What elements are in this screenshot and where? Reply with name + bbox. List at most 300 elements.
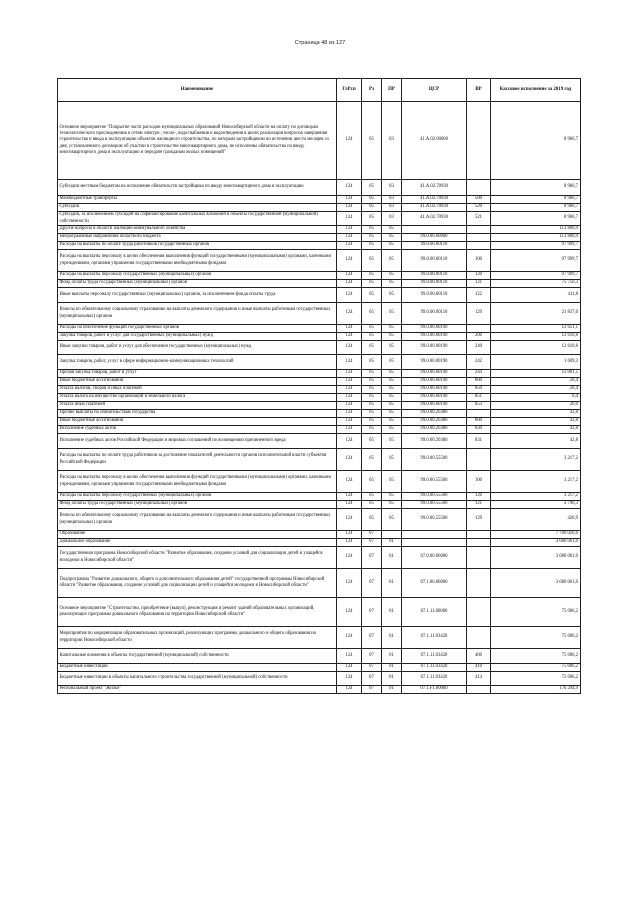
cell-pr: 05: [382, 449, 402, 471]
cell-name: Основное мероприятие "Покрытие части расходов муниципальных образований Новосибирской области на оплату по договорам технологического присоединения к сетям электро-, тепло-, водоснабжения и водоотведения в целях реализации вопросов завершения строительства и ввода в эксплуатацию объектов жилищного строительства, по которым застройщиком по истечении шести месяцев со дня, установленного договором об участии в строительстве многоквартирного дома, не исполнены обязательства по вводу многоквартирного дома в эксплуатацию и передаче гражданам жилых помещений": [58, 102, 337, 180]
cell-csr: 99.0.00.00190: [402, 394, 467, 402]
cell-csr: 99.0.00.00190: [402, 325, 467, 333]
cell-rz: 05: [362, 434, 382, 449]
cell-name: Государственная программа Новосибирской области "Развитие образования, создание условий для социализации детей и учащейся молодежи в Новосибирской области": [58, 547, 337, 569]
cell-csr: 07.0.00.00000: [402, 547, 467, 569]
budget-execution-table: [57, 78, 581, 694]
cell-rz: 05: [362, 204, 382, 212]
cell-amount: 3 680 061,0: [491, 539, 581, 547]
table-row: [58, 664, 581, 672]
cell-csr: 99.0.00.00190: [402, 378, 467, 386]
cell-amount: 42,8: [491, 434, 581, 449]
cell-name: Другие вопросы в области жилищно-коммунального хозяйства: [58, 226, 337, 234]
cell-grp: 124: [337, 370, 362, 378]
cell-csr: 99.0.00.55500: [402, 449, 467, 471]
cell-pr: 05: [382, 410, 402, 418]
table-row: [58, 325, 581, 333]
cell-pr: 05: [382, 288, 402, 303]
cell-pr: 01: [382, 547, 402, 569]
cell-rz: 05: [362, 212, 382, 226]
cell-amount: 75 006,2: [491, 649, 581, 664]
cell-csr: 99.0.00.55500: [402, 471, 467, 493]
cell-csr: 41.А.02.70930: [402, 204, 467, 212]
cell-vr: 242: [467, 355, 491, 370]
cell-vr: [467, 449, 491, 471]
cell-amount: 75 006,2: [491, 664, 581, 672]
cell-grp: 124: [337, 272, 362, 280]
cell-vr: [467, 598, 491, 627]
cell-csr: 99.0.00.00190: [402, 355, 467, 370]
cell-name: Бюджетные инвестиции в объекты капитального строительства государственной (муниципальной) собственности: [58, 672, 337, 686]
cell-pr: 05: [382, 471, 402, 493]
cell-pr: 01: [382, 649, 402, 664]
table-row: [58, 509, 581, 531]
cell-rz: 05: [362, 509, 382, 531]
table-row: [58, 471, 581, 493]
cell-vr: 120: [467, 272, 491, 280]
cell-grp: 124: [337, 333, 362, 341]
cell-csr: 41.А.02.70930: [402, 196, 467, 204]
cell-amount: 11 001,5: [491, 370, 581, 378]
table-row: [58, 531, 581, 539]
cell-csr: 99.0.00.20380: [402, 418, 467, 426]
cell-rz: 05: [362, 250, 382, 272]
cell-csr: 99.0.00.20380: [402, 434, 467, 449]
cell-amount: 8 966,7: [491, 212, 581, 226]
cell-csr: 99.0.00.00190: [402, 370, 467, 378]
table-row: [58, 493, 581, 501]
cell-pr: 01: [382, 686, 402, 694]
cell-name: Закупка товаров, работ, услуг в сфере информационно-коммуникационных технологий: [58, 355, 337, 370]
cell-csr: 99.0.00.00190: [402, 386, 467, 394]
cell-rz: 07: [362, 627, 382, 649]
table-row: [58, 501, 581, 509]
cell-name: Расходы на выплаты персоналу в целях обеспечения выполнения функций государственными (муниципальными) органами, казенными учреждениями, органами управления государственными внебюджетными фондами: [58, 471, 337, 493]
header-vr: ВР: [467, 79, 491, 102]
cell-csr: 07.1.11.03420: [402, 664, 467, 672]
cell-vr: 410: [467, 664, 491, 672]
cell-rz: 05: [362, 418, 382, 426]
table-row: [58, 672, 581, 686]
cell-rz: 05: [362, 180, 382, 196]
cell-name: Иные выплаты персоналу государственных (муниципальных) органов, за исключением фонда оплаты труда: [58, 288, 337, 303]
table-header-row: [58, 79, 581, 102]
cell-rz: 07: [362, 649, 382, 664]
cell-vr: 850: [467, 386, 491, 394]
cell-pr: 05: [382, 501, 402, 509]
cell-name: Уплата налога на имущество организаций и земельного налога: [58, 394, 337, 402]
cell-grp: 124: [337, 509, 362, 531]
cell-amount: 12 610,8: [491, 333, 581, 341]
cell-name: Образование: [58, 531, 337, 539]
cell-name: Уплата налогов, сборов и иных платежей: [58, 386, 337, 394]
cell-amount: 176 294,9: [491, 686, 581, 694]
cell-rz: 05: [362, 501, 382, 509]
cell-vr: 414: [467, 672, 491, 686]
cell-amount: 75 006,2: [491, 672, 581, 686]
cell-amount: 97 999,7: [491, 272, 581, 280]
cell-rz: 07: [362, 664, 382, 672]
cell-amount: 3 680 061,0: [491, 569, 581, 598]
table-row: [58, 204, 581, 212]
cell-pr: 03: [382, 180, 402, 196]
cell-csr: 99.0.00.20380: [402, 426, 467, 434]
cell-csr: 07.1.11.00000: [402, 598, 467, 627]
cell-grp: 124: [337, 180, 362, 196]
cell-pr: 05: [382, 509, 402, 531]
cell-name: Взносы по обязательному социальному страхованию на выплаты денежного содержания и иные выплаты работникам государственных (муниципальных) органов: [58, 303, 337, 325]
cell-name: Основное мероприятие "Строительство, приобретение (выкуп), реконструкция и ремонт зданий образовательных организаций, реализующих программы дошкольного образования на территории Новосибирской области": [58, 598, 337, 627]
cell-pr: 05: [382, 303, 402, 325]
table-row: [58, 355, 581, 370]
cell-grp: 124: [337, 386, 362, 394]
cell-rz: 05: [362, 394, 382, 402]
cell-amount: 3 217,2: [491, 471, 581, 493]
table-row: [58, 627, 581, 649]
cell-vr: [467, 569, 491, 598]
cell-name: Исполнение судебных актов Российской Федерации и мировых соглашений по возмещению причиненного вреда: [58, 434, 337, 449]
cell-name: Капитальные вложения в объекты государственной (муниципальной) собственности: [58, 649, 337, 664]
cell-grp: 124: [337, 288, 362, 303]
cell-amount: 8 966,7: [491, 196, 581, 204]
table-row: [58, 402, 581, 410]
cell-grp: 124: [337, 627, 362, 649]
cell-rz: 05: [362, 196, 382, 204]
cell-grp: 124: [337, 569, 362, 598]
cell-csr: 99.0.00.00190: [402, 402, 467, 410]
cell-grp: 124: [337, 493, 362, 501]
cell-vr: [467, 539, 491, 547]
cell-pr: 05: [382, 394, 402, 402]
cell-csr: 99.0.00.00190: [402, 341, 467, 355]
cell-amount: 411,8: [491, 288, 581, 303]
cell-grp: 124: [337, 501, 362, 509]
cell-rz: 05: [362, 410, 382, 418]
table-body: [58, 102, 581, 694]
cell-name: Субсидии, за исключением субсидий на софинансирование капитальных вложений в объекты государственной (муниципальной) собственности: [58, 212, 337, 226]
cell-rz: 07: [362, 598, 382, 627]
cell-rz: 05: [362, 370, 382, 378]
table-row: [58, 303, 581, 325]
cell-vr: 800: [467, 378, 491, 386]
cell-rz: 05: [362, 280, 382, 288]
cell-name: Расходы на выплаты персоналу государственных (муниципальных) органов: [58, 493, 337, 501]
cell-rz: 05: [362, 272, 382, 280]
cell-vr: [467, 325, 491, 333]
cell-rz: 05: [362, 288, 382, 303]
cell-amount: 8 966,7: [491, 204, 581, 212]
cell-amount: 113 890,9: [491, 234, 581, 242]
cell-vr: 851: [467, 394, 491, 402]
cell-vr: [467, 410, 491, 418]
cell-vr: [467, 547, 491, 569]
cell-grp: 124: [337, 471, 362, 493]
cell-grp: 124: [337, 547, 362, 569]
table-row: [58, 242, 581, 250]
cell-grp: 124: [337, 280, 362, 288]
cell-vr: [467, 627, 491, 649]
cell-name: Расходы на выплаты персоналу государственных (муниципальных) органов: [58, 272, 337, 280]
cell-grp: 124: [337, 378, 362, 386]
table-row: [58, 212, 581, 226]
cell-csr: 99.0.00.00110: [402, 303, 467, 325]
cell-grp: 124: [337, 418, 362, 426]
cell-name: Расходы на выплаты персоналу в целях обеспечения выполнения функций государственными (муниципальными) органами, казенными учреждениями, органами управления государственными внебюджетными фондами: [58, 250, 337, 272]
cell-amount: 75 750,3: [491, 280, 581, 288]
cell-name: Подпрограмма "Развитие дошкольного, общего и дополнительного образования детей" государственной программы Новосибирской области "Развитие образования, создание условий для социализации детей и учащейся молодежи в Новосибирской области": [58, 569, 337, 598]
table-row: [58, 234, 581, 242]
cell-vr: 521: [467, 212, 491, 226]
header-pr: ПР: [382, 79, 402, 102]
cell-vr: 240: [467, 341, 491, 355]
table-row: [58, 539, 581, 547]
cell-rz: 05: [362, 234, 382, 242]
cell-pr: 05: [382, 341, 402, 355]
cell-name: Исполнение судебных актов: [58, 426, 337, 434]
cell-csr: 99.0.00.55500: [402, 493, 467, 501]
table-row: [58, 341, 581, 355]
cell-grp: 124: [337, 394, 362, 402]
cell-vr: 122: [467, 288, 491, 303]
cell-vr: 520: [467, 204, 491, 212]
table-row: [58, 386, 581, 394]
cell-vr: [467, 234, 491, 242]
cell-rz: 05: [362, 333, 382, 341]
cell-pr: 05: [382, 418, 402, 426]
cell-csr: 07.1.11.03420: [402, 649, 467, 664]
cell-vr: 830: [467, 426, 491, 434]
cell-csr: [402, 531, 467, 539]
cell-rz: 05: [362, 226, 382, 234]
cell-grp: 124: [337, 531, 362, 539]
cell-vr: [467, 531, 491, 539]
cell-pr: 01: [382, 627, 402, 649]
cell-name: Дошкольное образование: [58, 539, 337, 547]
table-row: [58, 272, 581, 280]
cell-name: Мероприятия по модернизации образовательных организаций, реализующих программы дошкольного и общего образования на территории Новосибирской области: [58, 627, 337, 649]
cell-grp: 124: [337, 434, 362, 449]
cell-amount: 42,8: [491, 418, 581, 426]
cell-grp: 124: [337, 402, 362, 410]
cell-name: Прочие выплаты по обязательствам государства: [58, 410, 337, 418]
cell-rz: 05: [362, 471, 382, 493]
cell-rz: 05: [362, 341, 382, 355]
cell-vr: [467, 686, 491, 694]
cell-pr: 03: [382, 102, 402, 180]
cell-csr: [402, 539, 467, 547]
cell-csr: 07.1.11.03420: [402, 627, 467, 649]
cell-pr: 05: [382, 426, 402, 434]
cell-amount: 7 700 026,6: [491, 531, 581, 539]
cell-rz: 05: [362, 402, 382, 410]
table-row: [58, 598, 581, 627]
table-row: [58, 418, 581, 426]
cell-pr: 05: [382, 333, 402, 341]
cell-csr: 99.0.00.00110: [402, 242, 467, 250]
cell-csr: 41.А.02.70930: [402, 212, 467, 226]
cell-name: Иные закупки товаров, работ и услуг для обеспечения государственных (муниципальных) нужд: [58, 341, 337, 355]
table-row: [58, 226, 581, 234]
cell-vr: 244: [467, 370, 491, 378]
cell-vr: 129: [467, 509, 491, 531]
cell-amount: 20,4: [491, 378, 581, 386]
header-rz: Рз: [362, 79, 382, 102]
cell-pr: 05: [382, 226, 402, 234]
cell-amount: 97 999,7: [491, 242, 581, 250]
cell-pr: 05: [382, 325, 402, 333]
table-row: [58, 180, 581, 196]
table-row: [58, 569, 581, 598]
cell-amount: 8 966,7: [491, 180, 581, 196]
cell-amount: 75 006,2: [491, 627, 581, 649]
cell-amount: 21 837,6: [491, 303, 581, 325]
cell-pr: 03: [382, 196, 402, 204]
cell-csr: 99.0.00.55500: [402, 509, 467, 531]
cell-rz: 05: [362, 426, 382, 434]
cell-vr: [467, 226, 491, 234]
cell-rz: 05: [362, 355, 382, 370]
cell-grp: 124: [337, 598, 362, 627]
cell-grp: 124: [337, 250, 362, 272]
cell-rz: 07: [362, 672, 382, 686]
cell-pr: [382, 531, 402, 539]
cell-amount: 113 890,9: [491, 226, 581, 234]
cell-rz: 05: [362, 102, 382, 180]
cell-pr: 01: [382, 598, 402, 627]
cell-csr: 99.0.00.00110: [402, 250, 467, 272]
cell-name: Фонд оплаты труда государственных (муниципальных) органов: [58, 280, 337, 288]
cell-csr: 99.0.00.00190: [402, 333, 467, 341]
cell-pr: 05: [382, 370, 402, 378]
cell-vr: 831: [467, 434, 491, 449]
cell-vr: [467, 242, 491, 250]
cell-amount: 0,4: [491, 394, 581, 402]
cell-csr: 41.А.02.00000: [402, 102, 467, 180]
cell-amount: 20,4: [491, 386, 581, 394]
cell-name: Субсидии местным бюджетам на исполнение обязательств застройщика по вводу многоквартирного дома в эксплуатацию: [58, 180, 337, 196]
cell-csr: 07.1.00.00000: [402, 569, 467, 598]
cell-rz: 07: [362, 539, 382, 547]
cell-csr: 07.1.F1.00000: [402, 686, 467, 694]
cell-name: Межбюджетные трансферты: [58, 196, 337, 204]
cell-grp: 124: [337, 355, 362, 370]
cell-grp: 124: [337, 410, 362, 418]
cell-amount: 42,8: [491, 426, 581, 434]
table-row: [58, 378, 581, 386]
cell-name: Иные бюджетные ассигнования: [58, 378, 337, 386]
header-csr: ЦСР: [402, 79, 467, 102]
cell-amount: 12 610,8: [491, 341, 581, 355]
cell-grp: 124: [337, 242, 362, 250]
cell-csr: 99.0.00.55500: [402, 501, 467, 509]
table-row: [58, 250, 581, 272]
cell-grp: 124: [337, 664, 362, 672]
cell-rz: 07: [362, 547, 382, 569]
cell-pr: 01: [382, 672, 402, 686]
cell-amount: 3 217,2: [491, 493, 581, 501]
cell-rz: 05: [362, 325, 382, 333]
cell-name: Расходы на выплаты по оплате труда работников государственных органов: [58, 242, 337, 250]
cell-name: Расходы на выплаты по оплате труда работников за достижение показателей деятельности органов исполнительной власти субъектов Российской Федерации: [58, 449, 337, 471]
cell-pr: 05: [382, 434, 402, 449]
cell-pr: 05: [382, 493, 402, 501]
cell-pr: 03: [382, 212, 402, 226]
cell-csr: 99.0.00.00000: [402, 234, 467, 242]
cell-vr: 500: [467, 196, 491, 204]
cell-name: Бюджетные инвестиции: [58, 664, 337, 672]
cell-vr: 853: [467, 402, 491, 410]
table-row: [58, 288, 581, 303]
cell-name: Региональный проект "Жилье": [58, 686, 337, 694]
cell-grp: 124: [337, 649, 362, 664]
cell-name: Прочая закупка товаров, работ и услуг: [58, 370, 337, 378]
cell-csr: [402, 226, 467, 234]
table-row: [58, 370, 581, 378]
cell-amount: 97 999,7: [491, 250, 581, 272]
cell-amount: 2 790,3: [491, 501, 581, 509]
cell-name: Иные бюджетные ассигнования: [58, 418, 337, 426]
table-row: [58, 686, 581, 694]
cell-pr: 05: [382, 355, 402, 370]
cell-name: Расходы на обеспечение функций государственных органов: [58, 325, 337, 333]
table-row: [58, 394, 581, 402]
cell-rz: 07: [362, 569, 382, 598]
cell-grp: 124: [337, 539, 362, 547]
cell-vr: 120: [467, 493, 491, 501]
cell-pr: 05: [382, 242, 402, 250]
cell-grp: 124: [337, 303, 362, 325]
cell-name: Закупка товаров, работ и услуг для государственных (муниципальных) нужд: [58, 333, 337, 341]
cell-pr: 01: [382, 539, 402, 547]
cell-vr: 129: [467, 303, 491, 325]
cell-rz: 05: [362, 303, 382, 325]
cell-rz: 05: [362, 378, 382, 386]
cell-vr: [467, 102, 491, 180]
cell-pr: 05: [382, 250, 402, 272]
table-row: [58, 547, 581, 569]
table-row: [58, 426, 581, 434]
cell-csr: 99.0.00.00110: [402, 272, 467, 280]
cell-rz: 07: [362, 531, 382, 539]
cell-amount: 42,8: [491, 410, 581, 418]
cell-grp: 124: [337, 426, 362, 434]
cell-vr: 200: [467, 333, 491, 341]
cell-pr: 05: [382, 386, 402, 394]
cell-amount: 1 609,3: [491, 355, 581, 370]
cell-grp: 124: [337, 686, 362, 694]
cell-rz: 07: [362, 686, 382, 694]
cell-grp: 124: [337, 204, 362, 212]
cell-vr: 100: [467, 471, 491, 493]
cell-amount: 12 651,1: [491, 325, 581, 333]
table-row: [58, 449, 581, 471]
table-row: [58, 280, 581, 288]
page-number-header: Страница 48 из 127: [294, 40, 346, 46]
cell-rz: 05: [362, 386, 382, 394]
cell-amount: 3 217,2: [491, 449, 581, 471]
cell-vr: 121: [467, 280, 491, 288]
cell-grp: 124: [337, 672, 362, 686]
cell-pr: 05: [382, 280, 402, 288]
cell-vr: 100: [467, 250, 491, 272]
cell-grp: 124: [337, 234, 362, 242]
cell-csr: 41.А.02.70930: [402, 180, 467, 196]
cell-pr: 03: [382, 204, 402, 212]
cell-pr: 05: [382, 234, 402, 242]
cell-vr: 121: [467, 501, 491, 509]
cell-grp: 124: [337, 196, 362, 204]
cell-pr: 05: [382, 402, 402, 410]
